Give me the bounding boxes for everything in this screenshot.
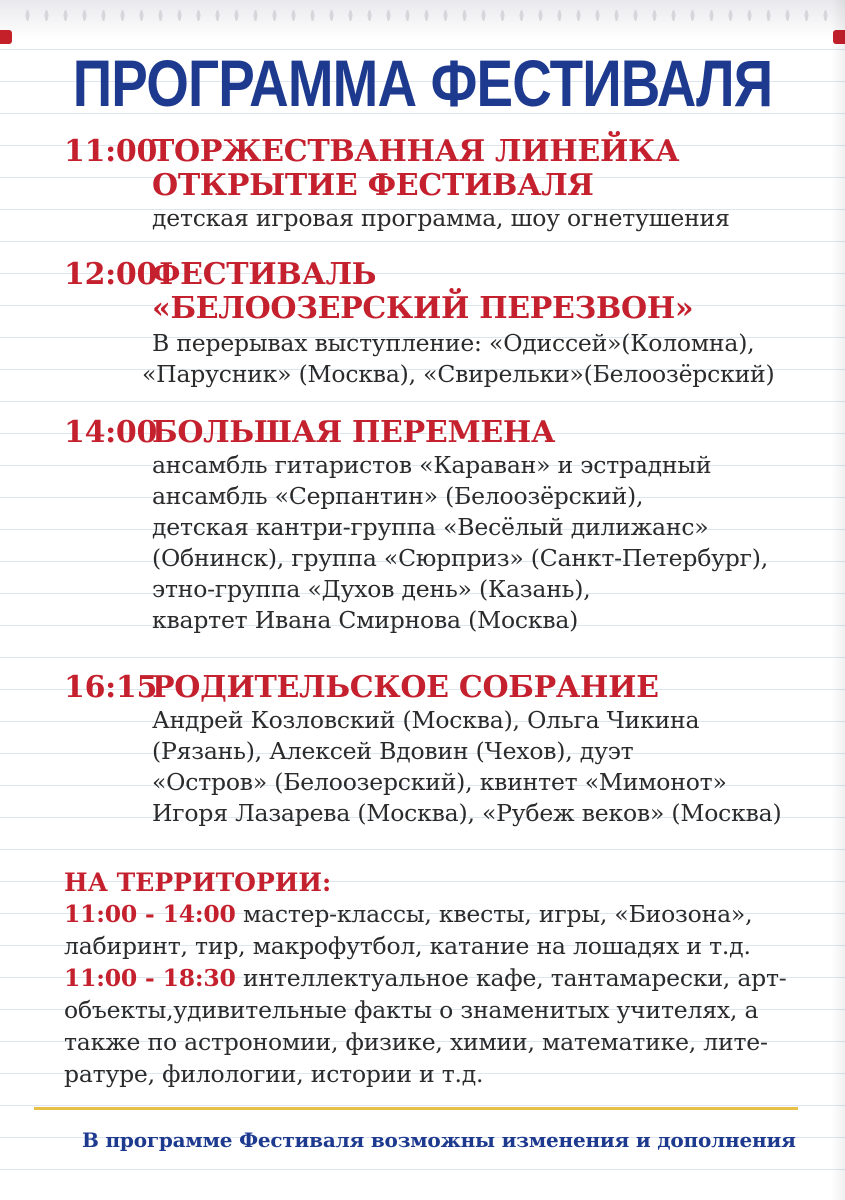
territory-item-line: объекты,удивительные факты о знаменитых учителях, а [64, 996, 759, 1024]
schedule-desc-line: ансамбль «Серпантин» (Белоозёрский), [152, 482, 644, 510]
schedule-desc-line: «Остров» (Белоозерский), квинтет «Мимонот» [152, 768, 727, 796]
schedule-desc-line: этно-группа «Духов день» (Казань), [152, 575, 591, 603]
territory-text: мастер-классы, квесты, игры, «Биозона», [242, 900, 753, 928]
schedule-title: ФЕСТИВАЛЬ [152, 257, 377, 292]
schedule-desc-line: Андрей Козловский (Москва), Ольга Чикина [152, 706, 700, 734]
territory-text: интеллектуальное кафе, тантамарески, арт- [242, 964, 787, 992]
schedule-item-1615 [64, 671, 804, 829]
territory-item-line [64, 898, 804, 930]
schedule-desc-line: детская игровая программа, шоу огнетушения [152, 204, 730, 232]
schedule-heading [64, 135, 804, 169]
territory-item-line: ратуре, филологии, истории и т.д. [64, 1060, 484, 1088]
territory-item-line: лабиринт, тир, макрофутбол, катание на лошадях и т.д. [64, 932, 751, 960]
schedule-title: РОДИТЕЛЬСКОЕ СОБРАНИЕ [152, 670, 659, 705]
page-title: ПРОГРАММА ФЕСТИВАЛЯ [72, 46, 773, 120]
schedule-item-1200 [64, 258, 804, 390]
schedule-desc-line: (Рязань), Алексей Вдовин (Чехов), дуэт [152, 737, 634, 765]
binding-tab-left [0, 30, 12, 44]
schedule-time: 14:00 [64, 415, 158, 450]
schedule-title: ТОРЖЕСТВАННАЯ ЛИНЕЙКА [152, 134, 680, 169]
schedule-heading [64, 258, 804, 292]
territory-item-line [64, 962, 804, 994]
territory-list [64, 898, 804, 1090]
schedule-desc-line: В перерывах выступление: «Одиссей»(Коломна), [152, 329, 755, 357]
schedule-title: БОЛЬШАЯ ПЕРЕМЕНА [152, 415, 556, 450]
schedule-desc-line: (Обнинск), группа «Сюрприз» (Санкт-Петербург), [152, 544, 768, 572]
footer-divider [34, 1107, 798, 1110]
schedule-heading [64, 416, 804, 450]
schedule-item-1400 [64, 416, 804, 636]
schedule-desc-line: ансамбль гитаристов «Караван» и эстрадный [152, 451, 712, 479]
schedule-time: 12:00 [64, 257, 158, 292]
territory-time: 11:00 - 18:30 [64, 964, 236, 992]
spiral-binding [18, 0, 828, 44]
schedule-desc-line: Игоря Лазарева (Москва), «Рубеж веков» (Москва) [152, 799, 782, 827]
schedule-item-1100 [64, 135, 804, 234]
territory-time: 11:00 - 14:00 [64, 900, 236, 928]
schedule-desc-line: детская кантри-группа «Весёлый дилижанс» [152, 513, 709, 541]
schedule-time: 16:15 [64, 670, 158, 705]
schedule-subtitle: ОТКРЫТИЕ ФЕСТИВАЛЯ [152, 168, 594, 203]
schedule-subtitle: «БЕЛООЗЕРСКИЙ ПЕРЕЗВОН» [152, 291, 694, 326]
schedule-time: 11:00 [64, 134, 158, 169]
territory-heading: НА ТЕРРИТОРИИ: [64, 868, 332, 897]
page-edge-shadow [831, 0, 845, 1200]
schedule-desc-line: «Парусник» (Москва), «Свирельки»(Белоозёрский) [142, 360, 775, 388]
footer-note: В программе Фестиваля возможны изменения и дополнения [82, 1128, 796, 1152]
schedule-heading [64, 671, 804, 705]
territory-item-line: также по астрономии, физике, химии, математике, лите- [64, 1028, 768, 1056]
schedule-desc-line: квартет Ивана Смирнова (Москва) [152, 606, 579, 634]
